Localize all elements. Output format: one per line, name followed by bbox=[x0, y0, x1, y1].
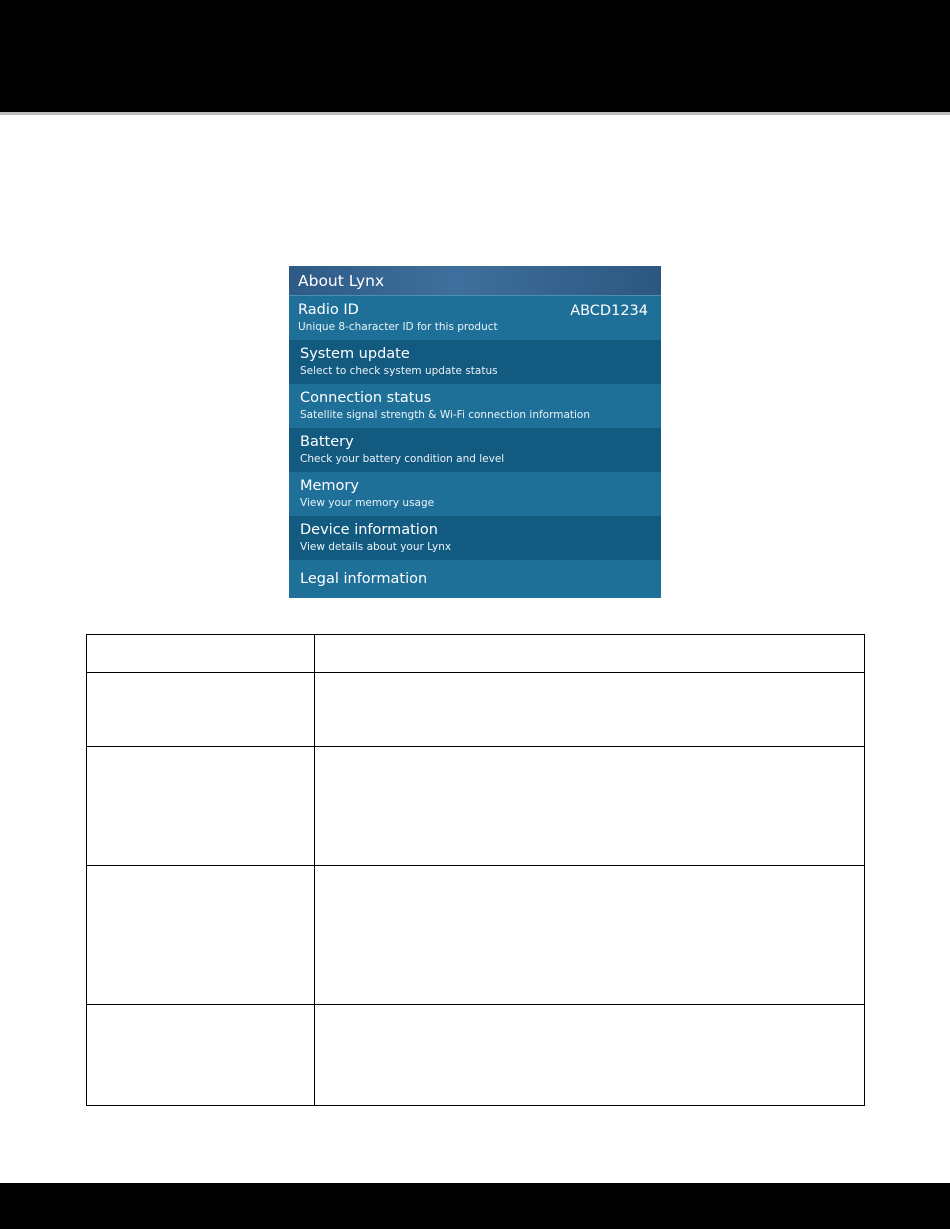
menu-item-connection-status[interactable] bbox=[289, 384, 661, 428]
table-row bbox=[87, 747, 865, 866]
table-row bbox=[87, 673, 865, 747]
menu-item-sublabel: View details about your Lynx bbox=[300, 541, 452, 553]
table-row bbox=[87, 866, 865, 1005]
table-cell bbox=[87, 1005, 315, 1106]
screen-title: About Lynx bbox=[289, 266, 661, 296]
menu-item-label: Device information bbox=[300, 522, 438, 538]
table-cell bbox=[315, 866, 865, 1005]
table-row bbox=[87, 1005, 865, 1106]
radio-id-value: ABCD1234 bbox=[570, 303, 648, 319]
menu-item-sublabel: Satellite signal strength & Wi-Fi connection information bbox=[300, 409, 591, 421]
menu-item-label: Connection status bbox=[300, 390, 432, 406]
table-cell bbox=[87, 866, 315, 1005]
menu-item-battery[interactable] bbox=[289, 428, 661, 472]
table-cell bbox=[315, 1005, 865, 1106]
description-table bbox=[86, 634, 865, 1106]
table-cell bbox=[87, 635, 315, 673]
menu-item-label: Battery bbox=[300, 434, 354, 450]
menu-item-radio-id[interactable] bbox=[289, 296, 661, 340]
menu-item-label: System update bbox=[300, 346, 410, 362]
menu-item-label: Memory bbox=[300, 478, 359, 494]
menu-item-device-information[interactable] bbox=[289, 516, 661, 560]
menu-item-sublabel: Select to check system update status bbox=[300, 365, 498, 377]
top-divider bbox=[0, 112, 950, 115]
menu-item-memory[interactable] bbox=[289, 472, 661, 516]
table-cell bbox=[87, 747, 315, 866]
table-cell bbox=[315, 635, 865, 673]
table-cell bbox=[315, 747, 865, 866]
table-row bbox=[87, 635, 865, 673]
table-cell bbox=[315, 673, 865, 747]
table-cell bbox=[87, 673, 315, 747]
bottom-black-bar bbox=[0, 1183, 950, 1229]
menu-item-sublabel: View your memory usage bbox=[300, 497, 435, 509]
menu-item-sublabel: Unique 8-character ID for this product bbox=[298, 321, 498, 333]
menu-item-legal-information[interactable] bbox=[289, 560, 661, 598]
menu-item-sublabel: Check your battery condition and level bbox=[300, 453, 505, 465]
about-lynx-screen bbox=[289, 266, 661, 598]
menu-item-system-update[interactable] bbox=[289, 340, 661, 384]
menu-item-label: Radio ID bbox=[298, 302, 359, 318]
menu-item-label: Legal information bbox=[300, 571, 428, 587]
top-black-bar bbox=[0, 0, 950, 112]
